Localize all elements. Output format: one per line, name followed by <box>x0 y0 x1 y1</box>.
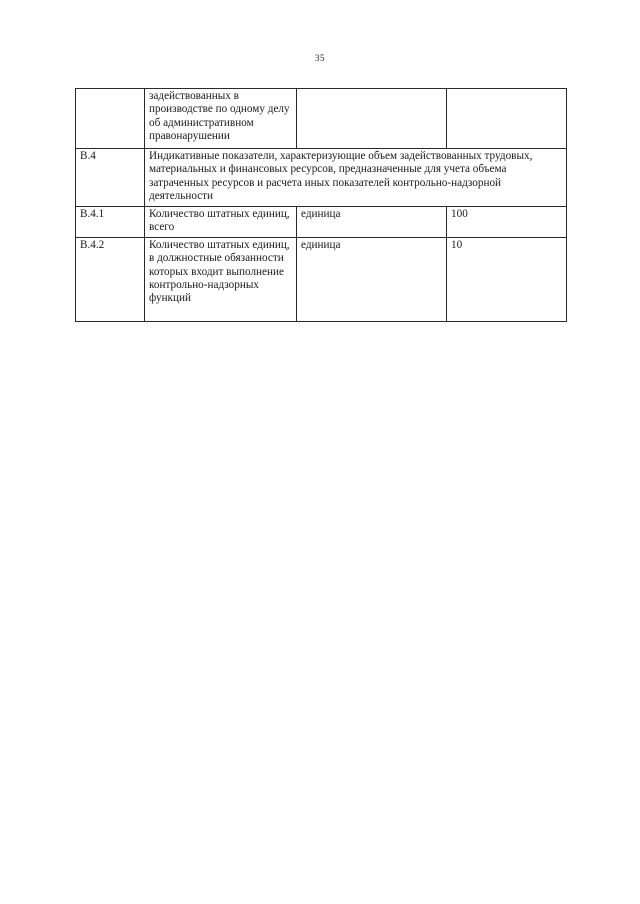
cell-name: Количество штатных единиц, всего <box>145 207 297 238</box>
cell-value: 10 <box>447 237 567 321</box>
cell-unit: единица <box>297 207 447 238</box>
page-number: 35 <box>315 53 325 63</box>
indicators-table <box>75 88 567 322</box>
table-row-b4-1 <box>76 207 567 238</box>
table-row-continuation <box>76 89 567 149</box>
cell-name: Количество штатных единиц, в должностные обязанности которых входит выполнение контрольно-надзорных функций <box>145 237 297 321</box>
cell-unit <box>297 89 447 149</box>
cell-code: В.4 <box>76 149 145 207</box>
cell-unit: единица <box>297 237 447 321</box>
cell-name: задействованных в производстве по одному делу об административном правонарушении <box>145 89 297 149</box>
cell-code: В.4.1 <box>76 207 145 238</box>
cell-value <box>447 89 567 149</box>
table-row-section-b4 <box>76 149 567 207</box>
table-row-b4-2 <box>76 237 567 321</box>
cell-code: В.4.2 <box>76 237 145 321</box>
cell-value: 100 <box>447 207 567 238</box>
cell-code <box>76 89 145 149</box>
cell-section-description: Индикативные показатели, характеризующие объем задействованных трудовых, материальных и финансовых ресурсов, предназначенные для учета объема затраченных ресурсов и расчета иных показателей контрольно-надзорной деятельности <box>145 149 567 207</box>
